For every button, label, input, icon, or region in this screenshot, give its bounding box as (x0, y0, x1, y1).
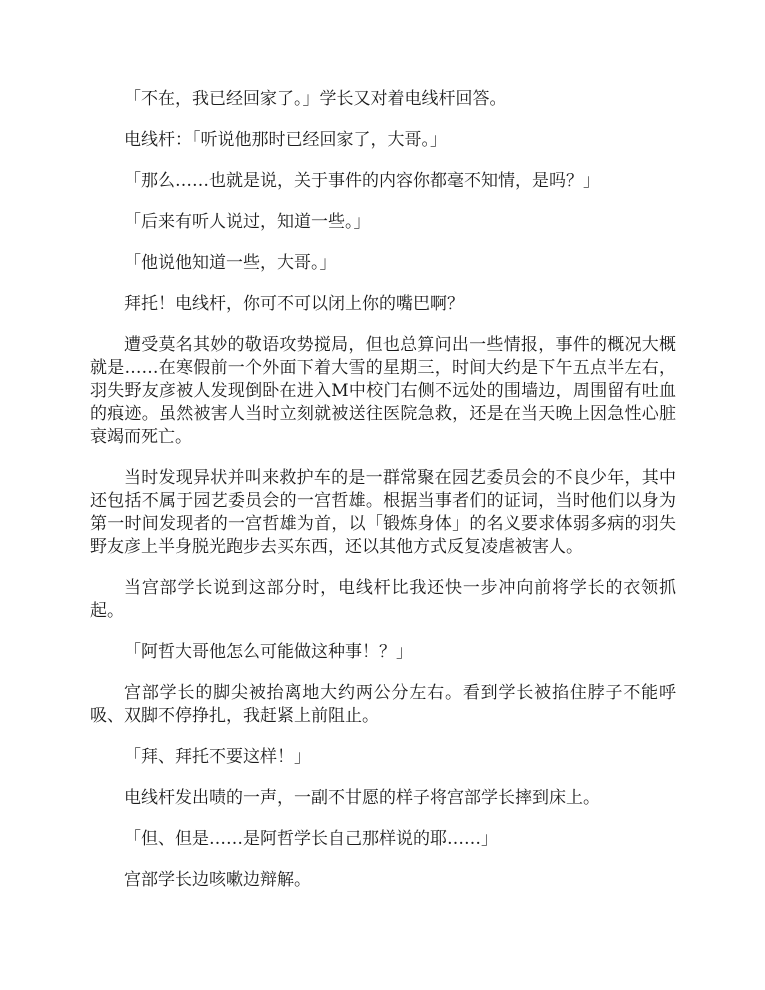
paragraph: 宫部学长的脚尖被抬离地大约两公分左右。看到学长被掐住脖子不能呼吸、双脚不停挣扎，我赶紧上前阻止。 (90, 683, 676, 726)
paragraph: 拜托！电线杆，你可不可以闭上你的嘴巴啊？ (124, 294, 464, 314)
paragraph: 宫部学长边咳嗽边辩解。 (124, 870, 311, 890)
paragraph: 「后来有听人说过，知道一些。」 (124, 212, 371, 232)
paragraph: 「但、但是……是阿哲学长自己那样说的耶……」 (124, 829, 498, 849)
paragraph: 遭受莫名其妙的敬语攻势搅局，但也总算问出一些情报，事件的概况大概就是……在寒假前一个外面下着大雪的星期三，时间大约是下午五点半左右，羽失野友彦被人发现倒卧在进入M中校门右侧不远处的围墙边，周围留有吐血的痕迹。虽然被害人当时立刻就被送往医院急救，还是在当天晚上因急性心脏衰竭而死亡。 (90, 335, 676, 447)
paragraph: 电线杆：「听说他那时已经回家了，大哥。」 (124, 130, 447, 150)
paragraph: 电线杆发出啧的一声，一副不甘愿的样子将宫部学长摔到床上。 (124, 788, 600, 808)
document-body (90, 88, 676, 910)
paragraph: 「阿哲大哥他怎么可能做这种事！？」 (124, 642, 413, 662)
paragraph: 「拜、拜托不要这样！」 (124, 747, 311, 767)
paragraph: 当时发现异状并叫来救护车的是一群常聚在园艺委员会的不良少年，其中还包括不属于园艺委员会的一宫哲雄。根据当事者们的证词，当时他们以身为第一时间发现者的一宫哲雄为首，以「锻炼身体」的名义要求体弱多病的羽失野友彦上半身脱光跑步去买东西，还以其他方式反复凌虐被害人。 (90, 468, 676, 557)
paragraph: 「那么……也就是说，关于事件的内容你都毫不知情，是吗？」 (124, 171, 600, 191)
paragraph: 当宫部学长说到这部分时，电线杆比我还快一步冲向前将学长的衣领抓起。 (90, 578, 676, 621)
paragraph: 「不在，我已经回家了。」学长又对着电线杆回答。 (124, 89, 507, 109)
paragraph: 「他说他知道一些，大哥。」 (124, 253, 337, 273)
